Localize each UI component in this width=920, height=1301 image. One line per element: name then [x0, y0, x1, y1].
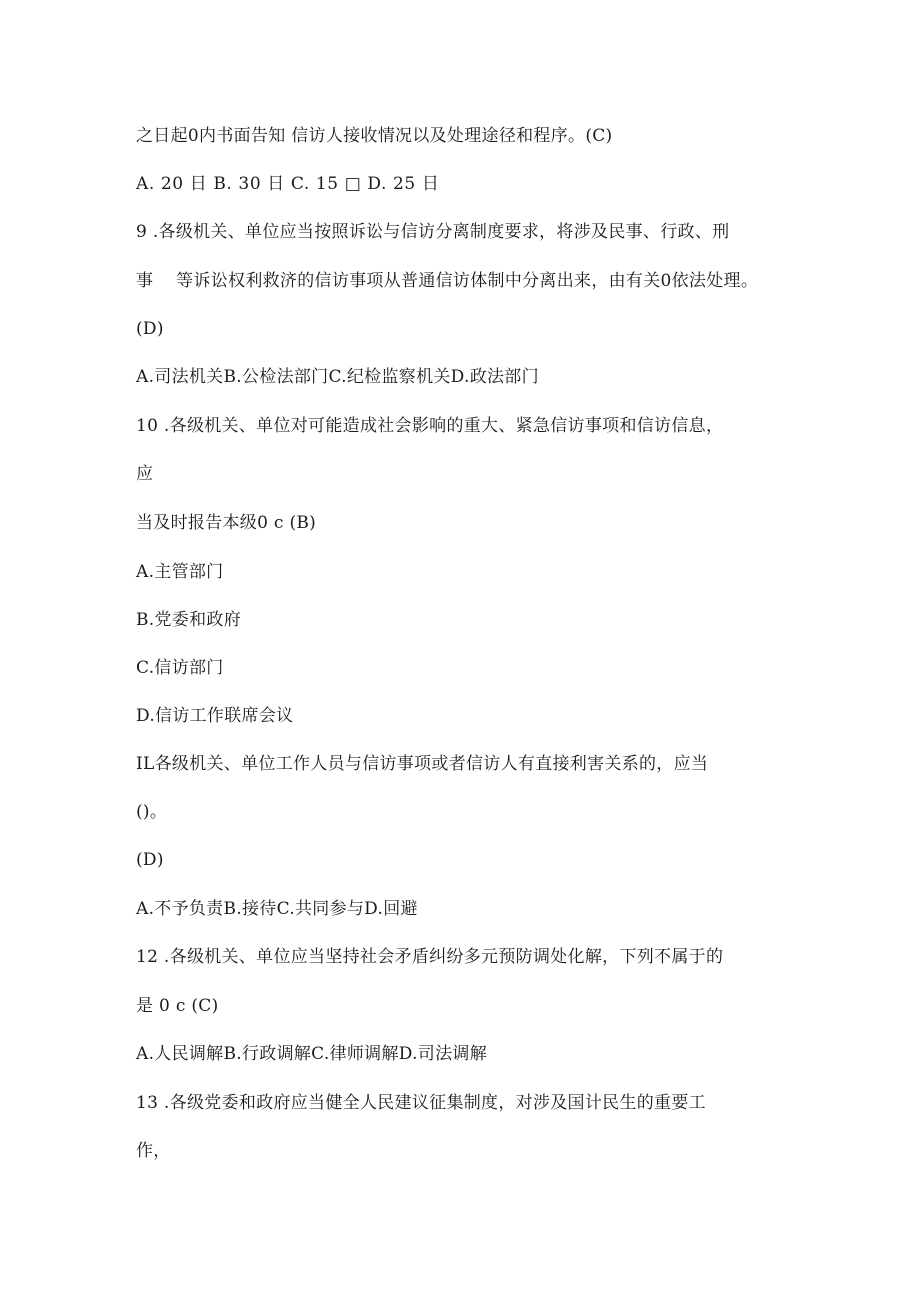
q9-answer: (D) — [136, 319, 164, 339]
q10-option-d: D.信访工作联席会议 — [136, 706, 294, 726]
q13-text-line-1: 13 .各级党委和政府应当健全人民建议征集制度，对涉及国计民生的重要工 — [136, 1093, 706, 1113]
q10-option-c: C.信访部门 — [136, 658, 224, 678]
q9-text-line-2: 事 等诉讼权利救济的信访事项从普通信访体制中分离出来，由有关0依法处理。 — [136, 271, 759, 291]
q9-options: A.司法机关B.公检法部门C.纪检监察机关D.政法部门 — [136, 367, 539, 387]
q11-text-line-2: ()。 — [136, 802, 168, 822]
q11-answer: (D) — [136, 850, 164, 870]
q13-text-line-2: 作， — [136, 1141, 171, 1161]
q10-text-line-1: 10 .各级机关、单位对可能造成社会影响的重大、紧急信访事项和信访信息， — [136, 416, 724, 436]
q8-options: A. 20 日 B. 30 日 C. 15 □ D. 25 日 — [136, 174, 440, 194]
q10-option-b: B.党委和政府 — [136, 610, 241, 630]
q10-option-a: A.主管部门 — [136, 562, 224, 582]
q10-text-line-3: 当及时报告本级0 c (B) — [136, 513, 317, 533]
text-line-1: 之日起0内书面告知 信访人接收情况以及处理途径和程序。(C) — [136, 126, 613, 146]
q11-options: A.不予负责B.接待C.共同参与D.回避 — [136, 899, 418, 919]
q12-text-line-1: 12 .各级机关、单位应当坚持社会矛盾纠纷多元预防调处化解，下列不属于的 — [136, 947, 724, 967]
q9-text-line-1: 9 .各级机关、单位应当按照诉讼与信访分离制度要求，将涉及民事、行政、刑 — [136, 222, 730, 242]
q11-text-line-1: IL各级机关、单位工作人员与信访事项或者信访人有直接利害关系的，应当 — [136, 754, 709, 774]
q12-options: A.人民调解B.行政调解C.律师调解D.司法调解 — [136, 1044, 488, 1064]
q10-text-line-2: 应 — [136, 464, 154, 484]
q12-text-line-2: 是 0 c (C) — [136, 996, 219, 1016]
